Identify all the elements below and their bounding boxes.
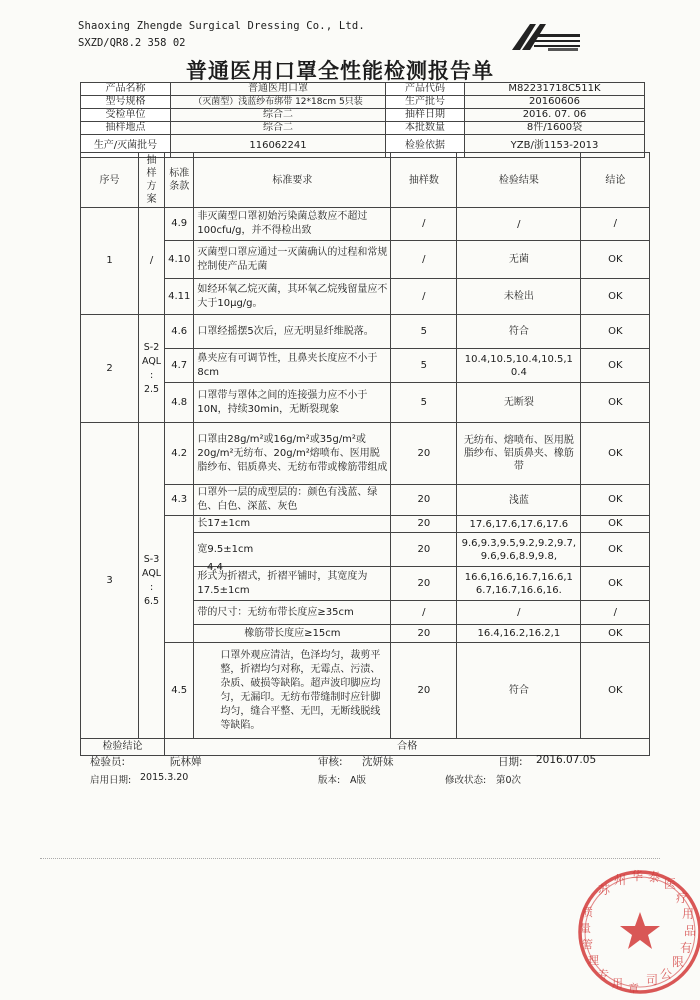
entrust-label: 受检单位: [81, 109, 171, 122]
svg-text:泰: 泰: [648, 870, 661, 884]
version-label: 版本:: [318, 775, 341, 786]
svg-text:苏: 苏: [598, 883, 611, 897]
batch-value: 20160606: [465, 96, 645, 109]
model-label: 型号规格: [81, 96, 171, 109]
col-result: 检验结果: [457, 153, 581, 208]
sample-date-value: 2016. 07. 06: [465, 109, 645, 122]
table-row: [81, 423, 650, 485]
svg-text:理: 理: [588, 954, 599, 967]
row-count: 20: [391, 643, 457, 739]
sample-place-value: 综合二: [171, 122, 386, 135]
date-label: 日期:: [498, 756, 523, 768]
inspector-label: 检验员:: [90, 756, 126, 768]
basis-value: YZB/浙1153-2013: [465, 135, 645, 158]
reviewer-name: 沈妍妹: [362, 756, 394, 768]
clause-4-4: 4.4: [207, 562, 223, 573]
row-count: /: [391, 601, 457, 625]
row-count: 20: [391, 423, 457, 485]
conclusion-label: 检验结论: [81, 739, 165, 756]
row-result: 符合: [457, 315, 581, 349]
row-clause: 4.2: [165, 423, 194, 485]
group-plan: /: [139, 208, 165, 315]
row-clause: 4.5: [165, 643, 194, 739]
row-requirement: 非灭菌型口罩初始污染菌总数应不超过100cfu/g，并不得检出致: [194, 208, 391, 241]
row-clause: 4.3: [165, 485, 194, 516]
row-count: /: [391, 279, 457, 315]
row-count: 5: [391, 349, 457, 383]
col-seq: 序号: [81, 153, 139, 208]
lot-qty-label: 本批数量: [386, 122, 465, 135]
svg-text:量: 量: [580, 922, 591, 935]
svg-text:医: 医: [664, 877, 677, 891]
steril-batch-label: 生产/灭菌批号: [81, 135, 171, 158]
row-clause: 4.8: [165, 383, 194, 423]
row-result: 无断裂: [457, 383, 581, 423]
row-count: /: [391, 208, 457, 241]
row-count: 20: [391, 533, 457, 567]
svg-text:有: 有: [680, 941, 693, 955]
row-clause: 4.10: [165, 241, 194, 279]
company-seal-icon: [568, 860, 700, 1000]
document-code: SXZD/QR8.2 358 02: [78, 37, 186, 49]
product-code-value: M82231718C511K: [465, 83, 645, 96]
row-result: 无菌: [457, 241, 581, 279]
row-conclusion: OK: [581, 625, 650, 643]
product-info-table: [80, 82, 645, 158]
entrust-value: 综合二: [171, 109, 386, 122]
row-requirement: 鼻夹应有可调节性，且鼻夹长度应不小于8cm: [194, 349, 391, 383]
row-conclusion: OK: [581, 315, 650, 349]
inspection-table: [80, 152, 650, 756]
svg-text:疗: 疗: [676, 891, 689, 905]
sample-date-label: 抽样日期: [386, 109, 465, 122]
col-clause: 标准条款: [165, 153, 194, 208]
row-requirement: 口罩经摇摆5次后，应无明显纤维脱落。: [194, 315, 391, 349]
svg-text:司: 司: [646, 973, 659, 987]
row-count: 5: [391, 383, 457, 423]
table-row: [81, 349, 650, 383]
table-row: [81, 241, 650, 279]
group-seq: 2: [81, 315, 139, 423]
svg-text:限: 限: [672, 955, 685, 969]
revision-value: 第0次: [496, 775, 522, 786]
row-requirement: 长17±1cm: [194, 516, 391, 533]
row-result: 10.4,10.5,10.4,10.5,10.4: [457, 349, 581, 383]
enable-date-value: 2015.3.20: [140, 772, 189, 783]
conclusion-row: [81, 739, 650, 756]
lot-qty-value: 8件/1600袋: [465, 122, 645, 135]
group-plan: S-3 AQL : 6.5: [139, 423, 165, 739]
enable-date-label: 启用日期:: [90, 775, 132, 786]
row-requirement: 带的尺寸：无纺布带长度应≥35cm: [194, 601, 391, 625]
row-result: 16.6,16.6,16.7,16.6,16.7,16.7,16.6,16.: [457, 567, 581, 601]
row-clause-blank: [165, 516, 194, 643]
row-conclusion: OK: [581, 643, 650, 739]
row-result: 9.6,9.3,9.5,9.2,9.2,9.7,9.6,9.6,8.9,9.8,: [457, 533, 581, 567]
table-row: [81, 485, 650, 516]
row-requirement: 形式为折褶式，折褶平铺时，其宽度为17.5±1cm: [194, 567, 391, 601]
row-result: 17.6,17.6,17.6,17.6: [457, 516, 581, 533]
row-result: /: [457, 601, 581, 625]
basis-label: 检验依据: [386, 135, 465, 158]
row-count: 5: [391, 315, 457, 349]
row-conclusion: OK: [581, 423, 650, 485]
row-clause: 4.9: [165, 208, 194, 241]
row-requirement: 口罩由28g/m²或16g/m²或35g/m²或20g/m²无纺布、20g/m²熔喷布、医用脱脂纱布、铝质鼻夹、无纺布带或橡筋带组成: [194, 423, 391, 485]
row-clause: 4.11: [165, 279, 194, 315]
row-clause: 4.7: [165, 349, 194, 383]
row-requirement: 橡筋带长度应≥15cm: [194, 625, 391, 643]
table-row: [81, 643, 650, 739]
inspector-name: 阮林婵: [170, 756, 202, 768]
table-row: [81, 315, 650, 349]
row-result: 浅蓝: [457, 485, 581, 516]
col-sample-count: 抽样数: [391, 153, 457, 208]
row-requirement: 口罩带与罩体之间的连接强力应不小于10N，持续30min，无断裂现象: [194, 383, 391, 423]
table-row: [81, 279, 650, 315]
conclusion-value: 合格: [165, 739, 650, 756]
row-conclusion: /: [581, 208, 650, 241]
row-conclusion: OK: [581, 383, 650, 423]
svg-text:华: 华: [631, 869, 644, 883]
row-conclusion: OK: [581, 533, 650, 567]
row-conclusion: /: [581, 601, 650, 625]
version-value: A版: [350, 775, 366, 786]
model-value: （灭菌型）浅蓝纱布绑带 12*18cm 5只装: [171, 96, 386, 109]
product-name-label: 产品名称: [81, 83, 171, 96]
row-clause: 4.6: [165, 315, 194, 349]
row-count: 20: [391, 567, 457, 601]
row-count: /: [391, 241, 457, 279]
table-row: [81, 516, 650, 533]
svg-text:州: 州: [614, 873, 627, 887]
row-requirement: 口罩外观应清洁，色泽均匀，裁剪平整，折褶均匀对称，无霉点、污渍、杂质、破损等缺陷。超声波印脚应均匀，无漏印。无纺布带缝制时应针脚均匀，缝合平整、无凹，无断线脱线等缺陷。: [194, 643, 391, 739]
row-count: 20: [391, 625, 457, 643]
row-result: /: [457, 208, 581, 241]
row-result: 16.4,16.2,16.2,1: [457, 625, 581, 643]
row-result: 符合: [457, 643, 581, 739]
reviewer-label: 审核:: [318, 756, 343, 768]
row-conclusion: OK: [581, 349, 650, 383]
product-code-label: 产品代码: [386, 83, 465, 96]
svg-text:公: 公: [660, 967, 673, 981]
row-requirement: 灭菌型口罩应通过一灭菌确认的过程和常规控制使产品无菌: [194, 241, 391, 279]
col-requirement: 标准要求: [194, 153, 391, 208]
company-english-name: Shaoxing Zhengde Surgical Dressing Co., Ltd.: [78, 20, 365, 32]
svg-text:管: 管: [582, 938, 593, 951]
row-conclusion: OK: [581, 241, 650, 279]
svg-text:用: 用: [682, 907, 695, 921]
row-conclusion: OK: [581, 516, 650, 533]
svg-text:品: 品: [684, 924, 697, 938]
scan-line: [40, 858, 660, 861]
svg-text:专: 专: [598, 968, 609, 981]
report-title: 普通医用口罩全性能检测报告单: [186, 59, 494, 83]
col-conclusion: 结论: [581, 153, 650, 208]
row-requirement: 口罩外一层的成型层的：颜色有浅蓝、绿色、白色、深蓝、灰色: [194, 485, 391, 516]
product-name-value: 普通医用口罩: [171, 83, 386, 96]
row-count: 20: [391, 516, 457, 533]
col-plan: 抽样方案: [139, 153, 165, 208]
row-conclusion: OK: [581, 567, 650, 601]
table-row: [81, 208, 650, 241]
row-conclusion: OK: [581, 485, 650, 516]
row-count: 20: [391, 485, 457, 516]
steril-batch-value: 116062241: [171, 135, 386, 158]
row-conclusion: OK: [581, 279, 650, 315]
date-value: 2016.07.05: [536, 754, 597, 766]
group-plan: S-2 AQL : 2.5: [139, 315, 165, 423]
row-result: 无纺布、熔喷布、医用脱脂纱布、铝质鼻夹、橡筋带: [457, 423, 581, 485]
row-requirement: 如经环氧乙烷灭菌，其环氧乙烷残留量应不大于10μg/g。: [194, 279, 391, 315]
company-logo-icon: [508, 20, 584, 54]
group-seq: 3: [81, 423, 139, 739]
batch-label: 生产批号: [386, 96, 465, 109]
table-row: [81, 383, 650, 423]
group-seq: 1: [81, 208, 139, 315]
svg-text:章: 章: [628, 982, 639, 995]
svg-text:质: 质: [582, 906, 593, 919]
revision-label: 修改状态:: [445, 775, 487, 786]
sample-place-label: 抽样地点: [81, 122, 171, 135]
row-result: 未检出: [457, 279, 581, 315]
row-requirement: 宽9.5±1cm: [194, 533, 391, 567]
svg-text:用: 用: [612, 977, 623, 990]
